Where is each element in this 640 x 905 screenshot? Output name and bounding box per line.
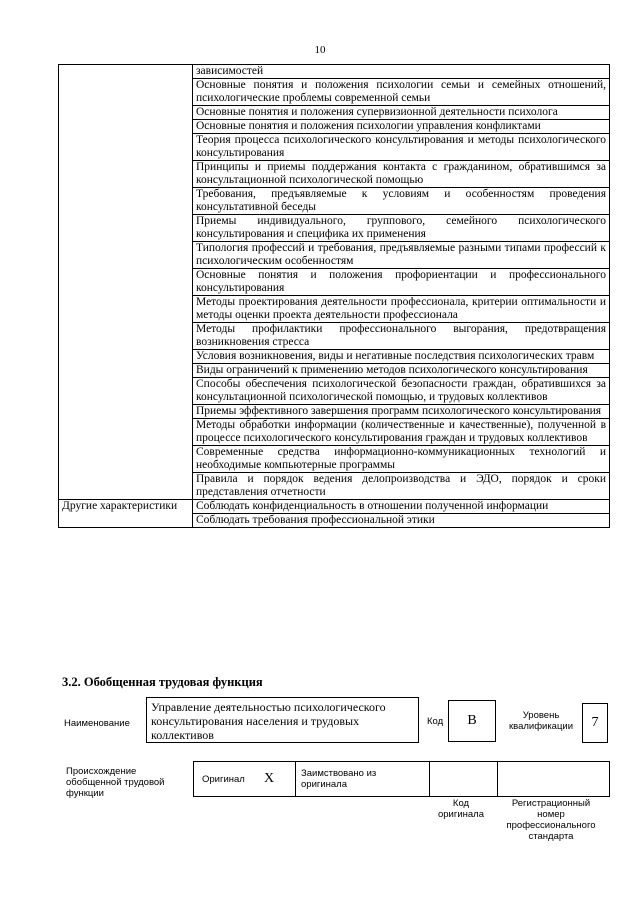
borrowed-label: Заимствовано из оригинала — [301, 768, 377, 790]
level-value: 7 — [591, 715, 599, 730]
knowledge-item: Современные средства информационно-коммуникационных технологий и необходимые компьютерные программы — [193, 446, 610, 473]
function-name-box — [146, 697, 419, 743]
knowledge-item: Приемы индивидуального, группового, семейного психологического консультирования и специфика их применения — [193, 215, 610, 242]
knowledge-item: Виды ограничений к применению методов психологического консультирования — [193, 364, 610, 378]
knowledge-item: Основные понятия и положения психологии управления конфликтами — [193, 120, 610, 134]
knowledge-item: Способы обеспечения психологической безопасности граждан, обратившихся за консультационной психологической помощью, и трудовых коллективов — [193, 378, 610, 405]
knowledge-item: Методы профилактики профессионального выгорания, предотвращения возникновения стресса — [193, 323, 610, 350]
knowledge-item: Условия возникновения, виды и негативные последствия психологических травм — [193, 350, 610, 364]
page-number: 10 — [314, 44, 326, 56]
original-label: Оригинал — [202, 774, 245, 785]
other-item: Соблюдать конфиденциальность в отношении полученной информации — [193, 500, 610, 514]
knowledge-table — [58, 64, 610, 528]
divider — [497, 762, 498, 796]
knowledge-item: Основные понятия и положения психологии семьи и семейных отношений, психологические проблемы современной семьи — [193, 79, 610, 106]
knowledge-item: Теория процесса психологического консультирования и методы психологического консультирования — [193, 134, 610, 161]
divider — [429, 762, 430, 796]
original-mark: X — [264, 771, 275, 786]
origin-label: Происхождение обобщенной трудовой функции — [66, 766, 165, 799]
knowledge-item: Правила и порядок ведения делопроизводства и ЭДО, порядок и сроки представления отчетности — [193, 473, 610, 500]
knowledge-item: Требования, предъявляемые к условиям и особенностям проведения консультативной беседы — [193, 188, 610, 215]
function-name-value: Управление деятельностью психологического консультирования населения и трудовых коллективов — [151, 700, 386, 742]
level-box — [582, 703, 608, 743]
other-item: Соблюдать требования профессиональной этики — [193, 514, 610, 528]
code-caption: Код оригинала — [437, 798, 484, 820]
knowledge-item: Типология профессий и требования, предъявляемые разными типами профессий к психологическим особенностям — [193, 242, 610, 269]
name-label: Наименование — [64, 718, 130, 729]
left-cell-empty — [59, 65, 193, 500]
knowledge-item: Основные понятия и положения супервизионной деятельности психолога — [193, 106, 610, 120]
knowledge-row — [59, 65, 610, 79]
other-row — [59, 500, 610, 514]
code-box — [448, 700, 496, 742]
origin-table — [193, 761, 610, 797]
section-heading: 3.2. Обобщенная трудовая функция — [62, 675, 263, 689]
knowledge-item: зависимостей — [193, 65, 610, 79]
other-characteristics-label: Другие характеристики — [59, 500, 193, 528]
reg-caption: Регистрационный номер профессионального стандарта — [506, 798, 596, 842]
knowledge-item: Методы обработки информации (количественные и качественные), полученной в процессе психологического консультирования граждан и трудовых коллективов — [193, 419, 610, 446]
knowledge-item: Приемы эффективного завершения программ психологического консультирования — [193, 405, 610, 419]
code-value: B — [467, 713, 477, 728]
code-label: Код — [427, 716, 444, 727]
knowledge-item: Основные понятия и положения профориентации и профессионального консультирования — [193, 269, 610, 296]
divider — [295, 762, 296, 796]
knowledge-item: Методы проектирования деятельности профессионала, критерии оптимальности и методы оценки проекта деятельности профессионала — [193, 296, 610, 323]
level-label: Уровень квалификации — [508, 710, 574, 732]
knowledge-item: Принципы и приемы поддержания контакта с гражданином, обратившимся за консультационной психологической помощью — [193, 161, 610, 188]
